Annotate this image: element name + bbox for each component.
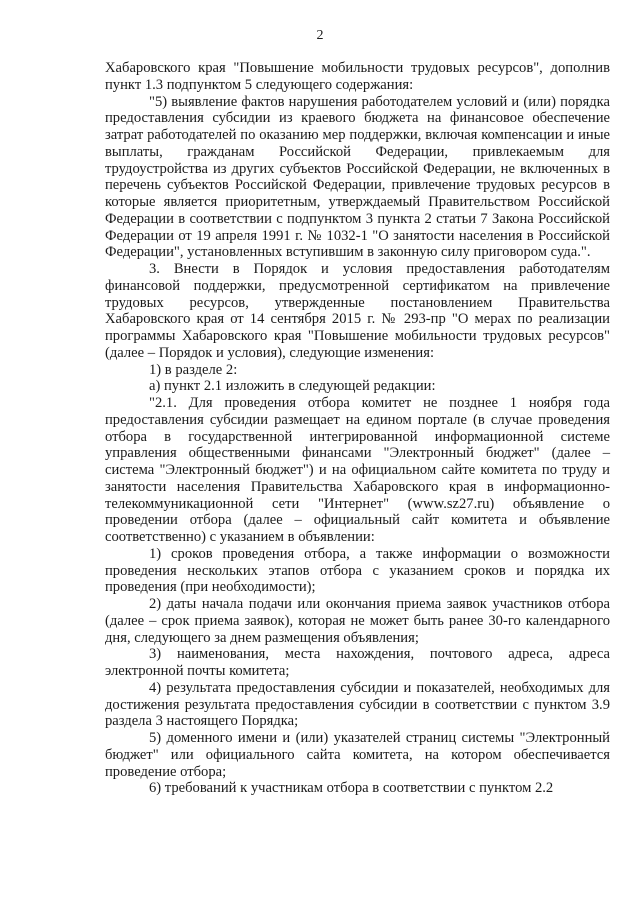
paragraph: 1) сроков проведения отбора, а также информации о возможности проведения нескольких этапов отбора с указанием сроков и порядка их проведения (при необходимости);	[105, 545, 610, 596]
page-number: 2	[316, 28, 324, 43]
paragraph: 5) доменного имени и (или) указателей страниц системы "Электронный бюджет" или официального сайта комитета, на котором обеспечивается проведение отбора;	[105, 730, 610, 780]
paragraph: Хабаровского края "Повышение мобильности трудовых ресурсов", дополнив пункт 1.3 подпунктом 5 следующего содержания:	[105, 60, 610, 93]
paragraph: 2) даты начала подачи или окончания приема заявок участников отбора (далее – срок приема заявок), которая не может быть ранее 30-го календарного дня, следующего за днем размещения объявления;	[105, 596, 610, 646]
paragraph: 1) в разделе 2:	[149, 361, 238, 378]
paragraph: 3) наименования, места нахождения, почтового адреса, адреса электронной почты комитета;	[105, 646, 610, 679]
paragraph: 4) результата предоставления субсидии и показателей, необходимых для достижения результата предоставления субсидии в соответствии с пунктом 3.9 раздела 3 настоящего Порядка;	[105, 679, 610, 730]
paragraph: а) пункт 2.1 изложить в следующей редакции:	[149, 378, 436, 395]
document-body	[105, 60, 610, 797]
paragraph: 3. Внести в Порядок и условия предоставления работодателям финансовой поддержки, предусмотренной сертификатом на привлечение трудовых ресурсов, утвержденные постановлением Правительства Хабаровского края от 14 сентября 2015 г. № 293-пр "О мерах по реализации программы Хабаровского края "Повышение мобильности трудовых ресурсов" (далее – Порядок и условия), следующие изменения:	[105, 261, 610, 361]
paragraph: 6) требований к участникам отбора в соответствии с пунктом 2.2	[149, 780, 554, 797]
paragraph: "2.1. Для проведения отбора комитет не позднее 1 ноября года предоставления субсидии размещает на едином портале (в случае проведения отбора в государственной интегрированной информационной системе управления общественными финансами "Электронный бюджет" (далее – система "Электронный бюджет") и на официальном сайте комитета по труду и занятости населения Правительства Хабаровского края в информационно-телекоммуникационной сети "Интернет" (www.sz27.ru) объявление о проведении отбора (далее – официальный сайт комитета и объявление соответственно) с указанием в объявлении:	[105, 395, 610, 545]
paragraph: "5) выявление фактов нарушения работодателем условий и (или) порядка предоставления субсидии из краевого бюджета на финансовое обеспечение затрат работодателей по оказанию мер поддержки, включая компенсации и иные выплаты, гражданам Российской Федерации, привлекаемым для трудоустройства из других субъектов Российской Федерации, не включенных в перечень субъектов Российской Федерации, привлечение трудовых ресурсов в которые является приоритетным, утверждаемый Правительством Российской Федерации в соответствии с подпунктом 3 пункта 2 статьи 7 Закона Российской Федерации от 19 апреля 1991 г. № 1032-1 "О занятости населения в Российской Федерации", установленных вступившим в законную силу приговором суда.".	[105, 93, 610, 261]
